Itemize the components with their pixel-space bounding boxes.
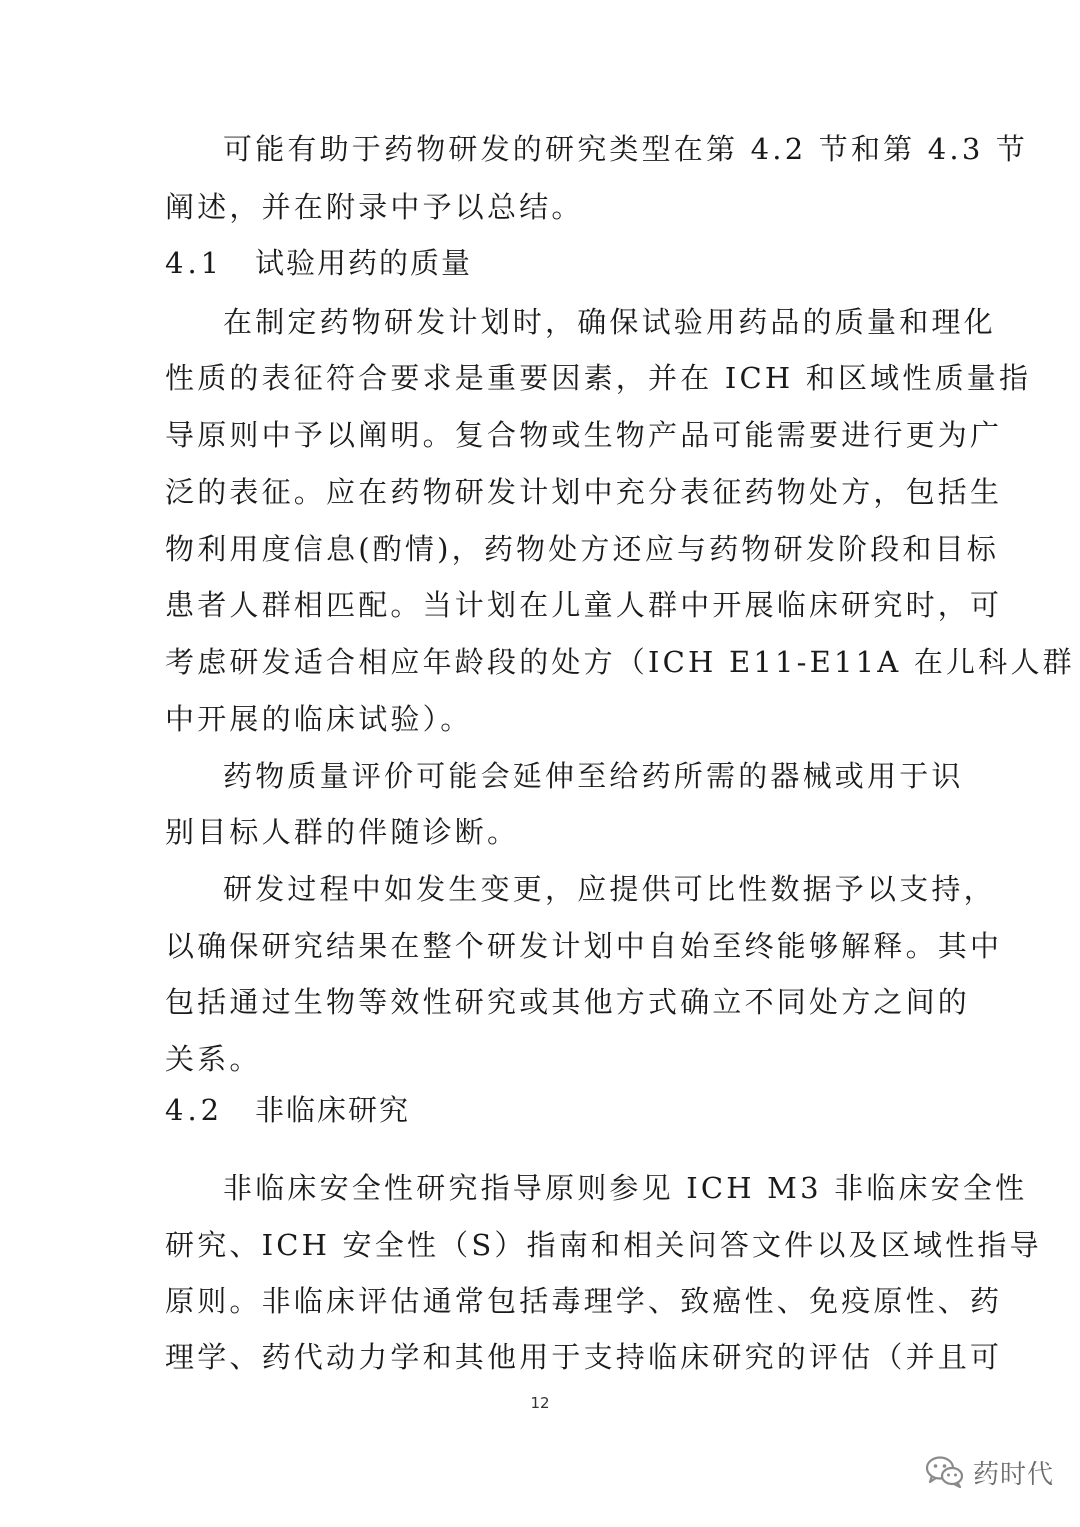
section-number: 4.1 — [165, 246, 224, 280]
paragraph-line: 物利用度信息(酌情)，药物处方还应与药物研发阶段和目标 — [165, 532, 1000, 566]
paragraph-line: 研发过程中如发生变更，应提供可比性数据予以支持， — [223, 872, 996, 906]
paragraph-line: 别目标人群的伴随诊断。 — [165, 815, 520, 849]
page-number: 12 — [530, 1394, 550, 1412]
paragraph-line: 患者人群相匹配。当计划在儿童人群中开展临床研究时，可 — [165, 588, 1003, 622]
watermark-text: 药时代 — [973, 1459, 1055, 1490]
paragraph-line: 可能有助于药物研发的研究类型在第 4.2 节和第 4.3 节 — [223, 132, 1029, 166]
section-title: 试验用药的质量 — [255, 246, 473, 280]
paragraph-line: 阐述，并在附录中予以总结。 — [165, 190, 584, 224]
section-title: 非临床研究 — [255, 1093, 411, 1127]
section-number: 4.2 — [165, 1093, 224, 1127]
section-heading-4-1 — [165, 243, 472, 283]
paragraph-line: 在制定药物研发计划时，确保试验用药品的质量和理化 — [223, 305, 996, 339]
paragraph-line: 关系。 — [165, 1042, 262, 1076]
paragraph-line: 性质的表征符合要求是重要因素，并在 ICH 和区域性质量指 — [165, 361, 1032, 395]
paragraph-line: 包括通过生物等效性研究或其他方式确立不同处方之间的 — [165, 985, 971, 1019]
paragraph-line: 泛的表征。应在药物研发计划中充分表征药物处方，包括生 — [165, 475, 1003, 509]
paragraph-line: 非临床安全性研究指导原则参见 ICH M3 非临床安全性 — [223, 1171, 1028, 1205]
paragraph-line: 以确保研究结果在整个研发计划中自始至终能够解释。其中 — [165, 929, 1003, 963]
paragraph-line: 研究、ICH 安全性（S）指南和相关问答文件以及区域性指导 — [165, 1228, 1042, 1262]
paragraph-line: 原则。非临床评估通常包括毒理学、致癌性、免疫原性、药 — [165, 1284, 1003, 1318]
section-heading-4-2 — [165, 1090, 410, 1130]
watermark — [925, 1450, 1054, 1494]
paragraph-line: 导原则中予以阐明。复合物或生物产品可能需要进行更为广 — [165, 418, 1003, 452]
paragraph-line: 中开展的临床试验）。 — [165, 702, 473, 736]
paragraph-line: 药物质量评价可能会延伸至给药所需的器械或用于识 — [223, 759, 964, 793]
paragraph-line: 考虑研发适合相应年龄段的处方（ICH E11-E11A 在儿科人群 — [165, 645, 1075, 679]
paragraph-line: 理学、药代动力学和其他用于支持临床研究的评估（并且可 — [165, 1340, 1003, 1374]
wechat-icon — [925, 1455, 965, 1489]
